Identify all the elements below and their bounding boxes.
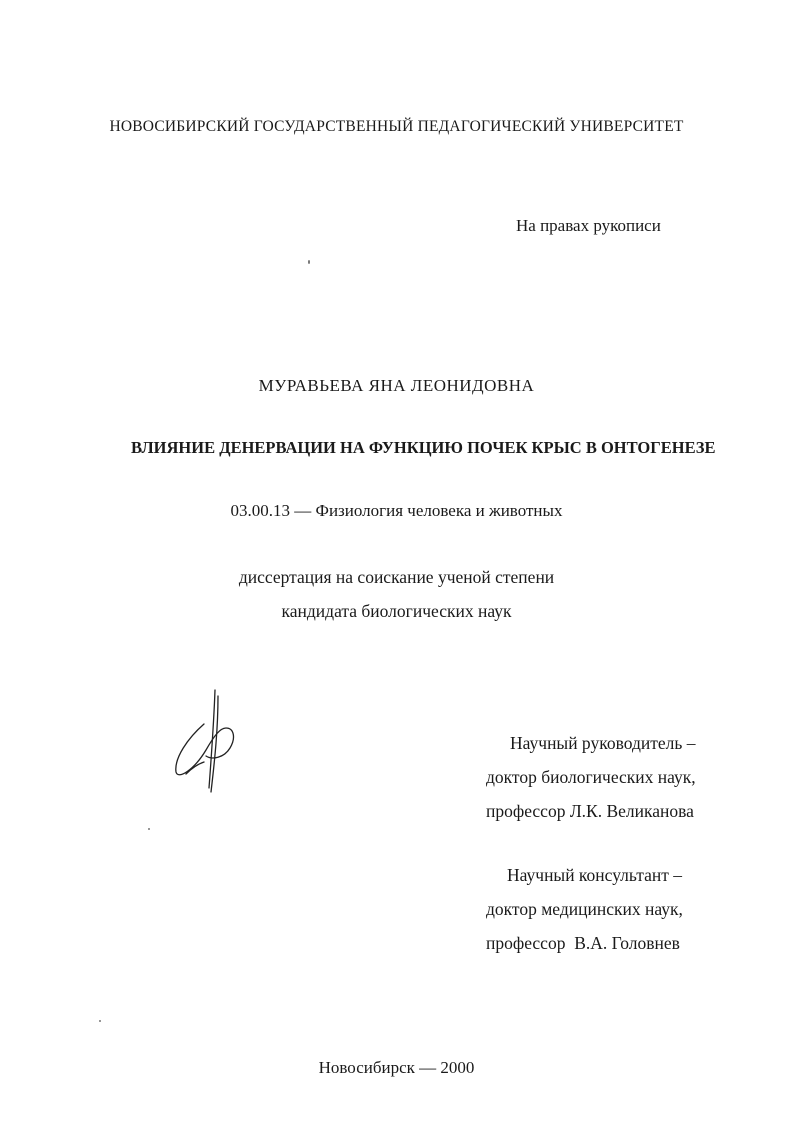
author-name: МУРАВЬЕВА ЯНА ЛЕОНИДОВНА bbox=[258, 376, 535, 395]
degree-line-2: кандидата биологических наук bbox=[281, 601, 512, 621]
supervisor-degree: доктор биологических наук, bbox=[486, 767, 696, 787]
consultant-role: Научный консультант – bbox=[507, 865, 682, 885]
consultant-degree: доктор медицинских наук, bbox=[486, 899, 683, 919]
rights-note: На правах рукописи bbox=[516, 216, 661, 235]
scan-speck bbox=[308, 260, 310, 264]
supervisor-role: Научный руководитель – bbox=[510, 733, 696, 753]
city-year: Новосибирск — 2000 bbox=[318, 1058, 475, 1077]
scan-speck bbox=[99, 1020, 101, 1022]
specialty-code: 03.00.13 — Физиология человека и животных bbox=[230, 501, 563, 520]
supervisor-name: профессор Л.К. Великанова bbox=[486, 801, 694, 821]
degree-line-1: диссертация на соискание ученой степени bbox=[238, 567, 555, 587]
scan-speck bbox=[148, 828, 150, 830]
dissertation-title: ВЛИЯНИЕ ДЕНЕРВАЦИИ НА ФУНКЦИЮ ПОЧЕК КРЫС В ОНТОГЕНЕЗЕ bbox=[131, 438, 716, 457]
consultant-name: профессор В.А. Головнев bbox=[486, 933, 680, 953]
university-name: НОВОСИБИРСКИЙ ГОСУДАРСТВЕННЫЙ ПЕДАГОГИЧЕСКИЙ УНИВЕРСИТЕТ bbox=[109, 118, 684, 135]
signature bbox=[168, 688, 248, 798]
